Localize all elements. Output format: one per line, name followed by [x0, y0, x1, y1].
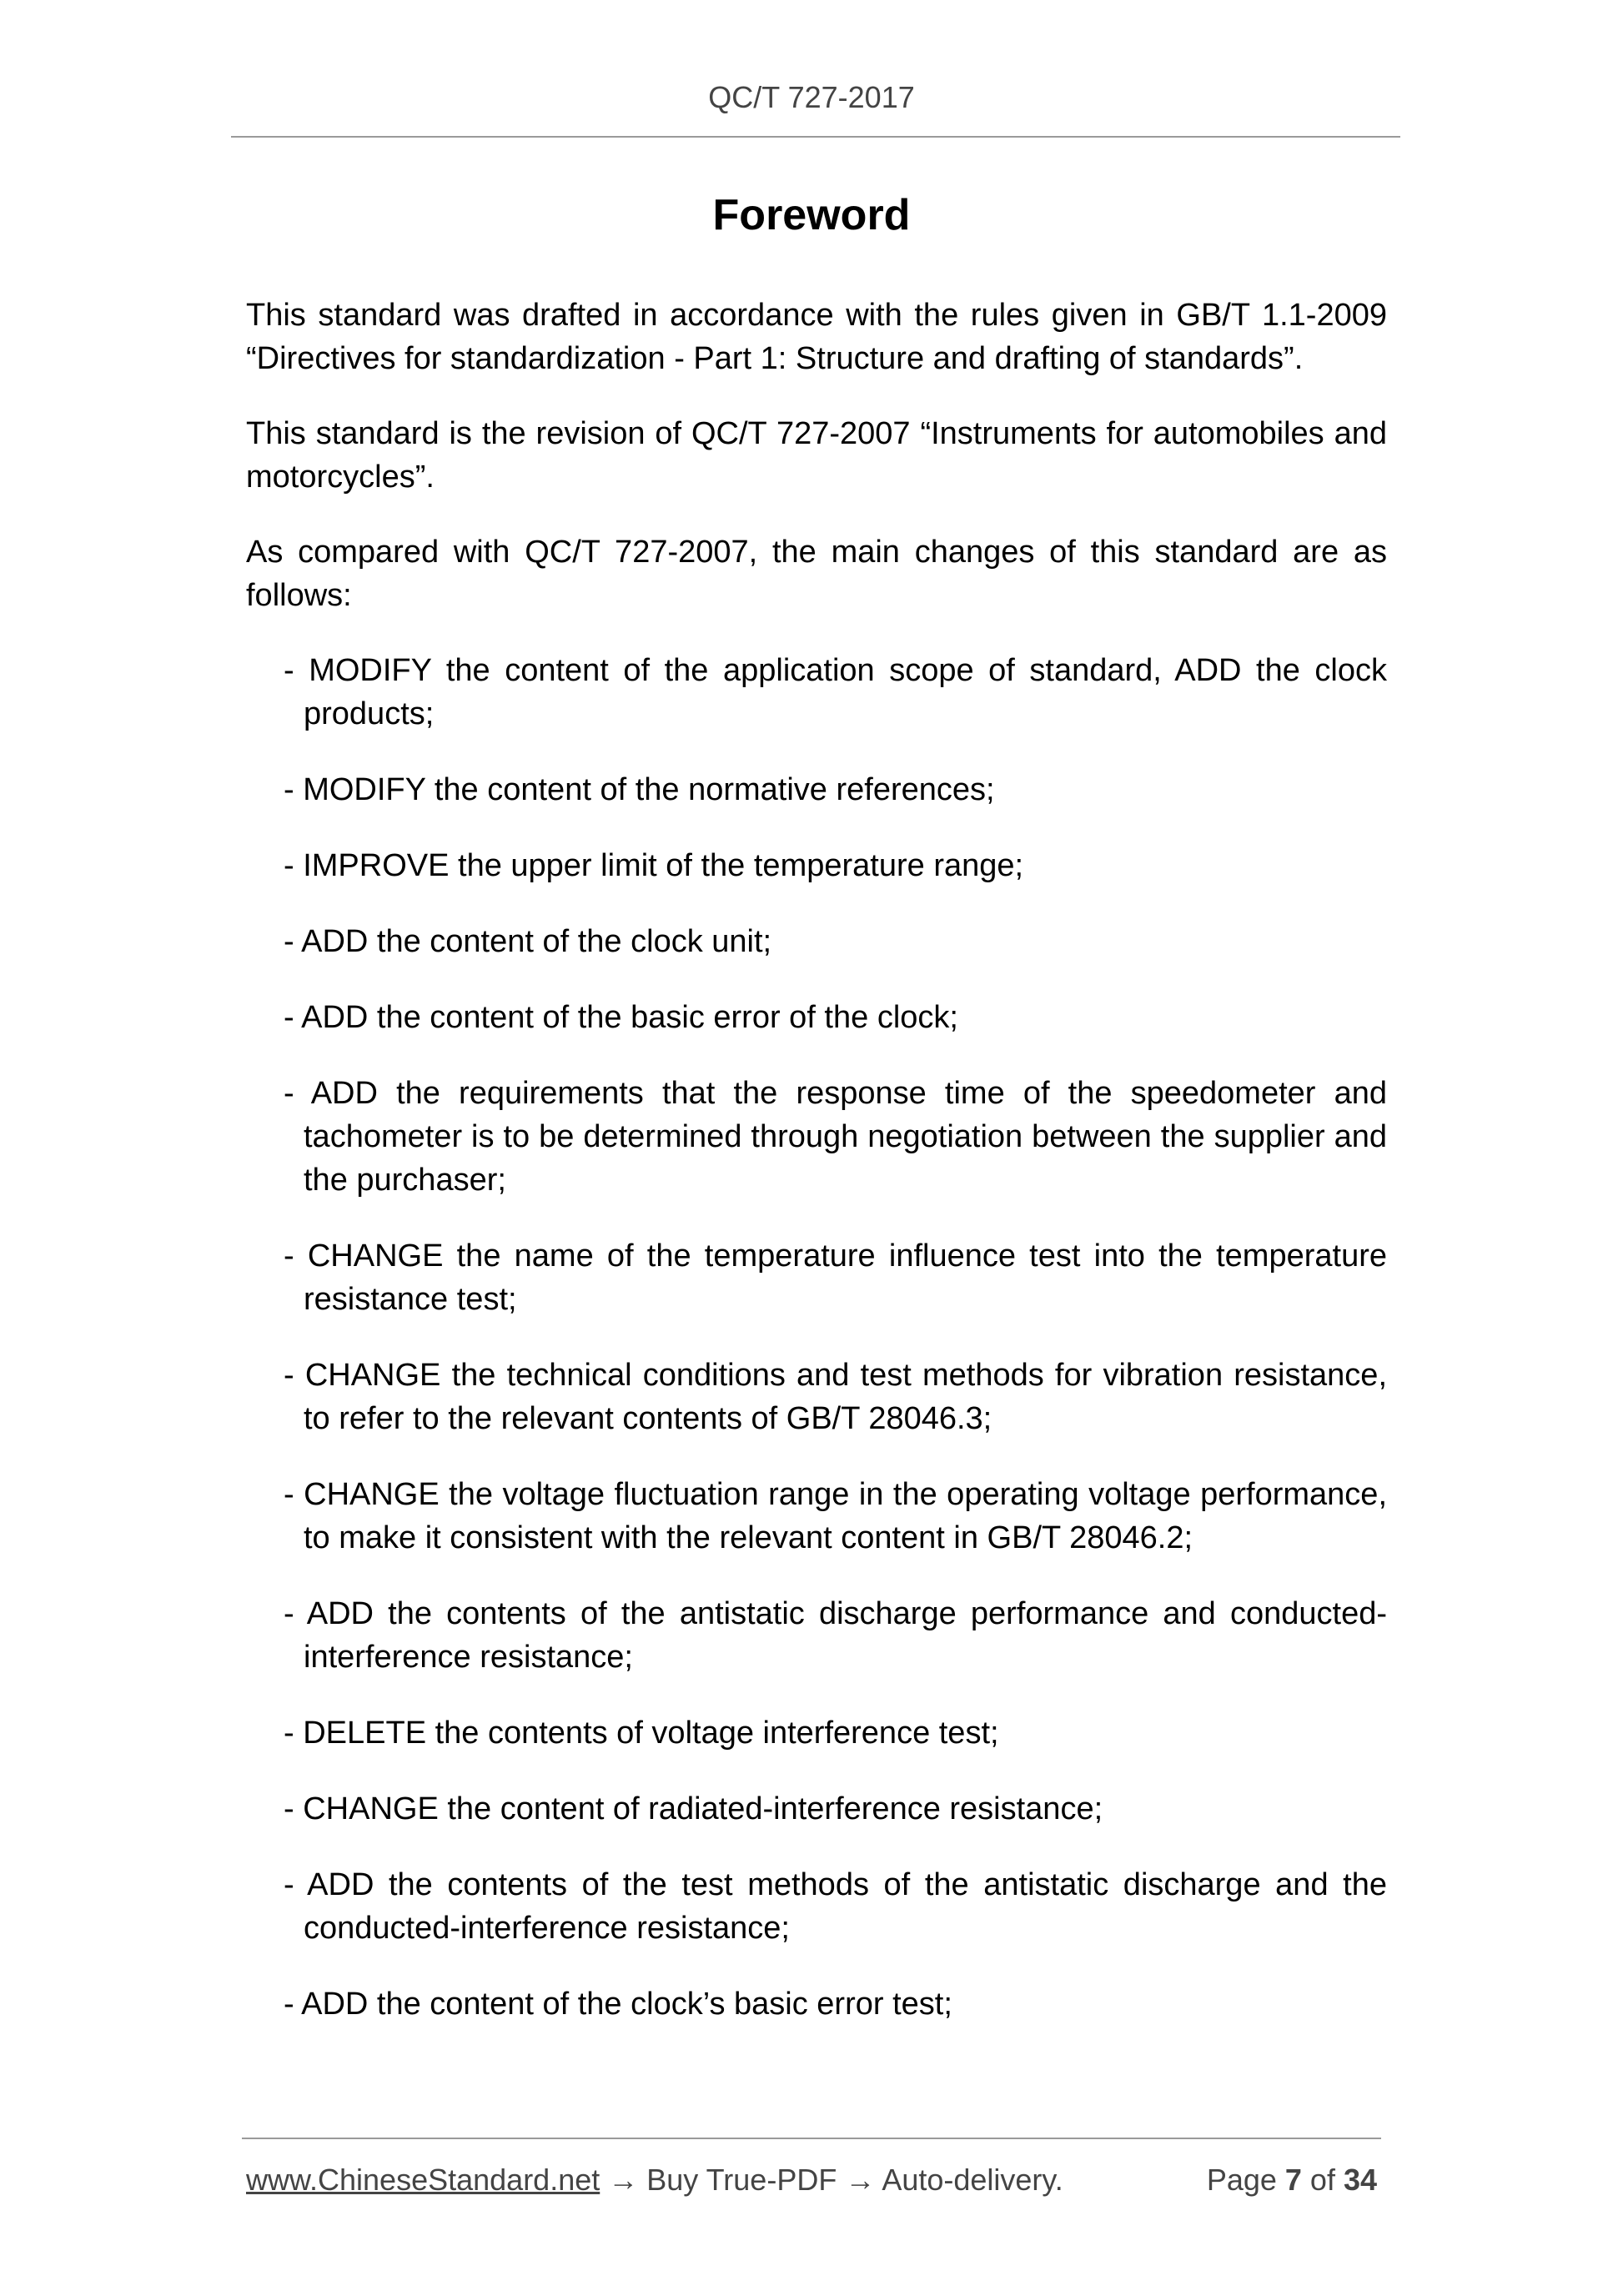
page-title: Foreword	[712, 191, 911, 239]
list-item: - CHANGE the content of radiated-interference resistance;	[284, 1791, 1103, 1826]
document-code: QC/T 727-2017	[708, 80, 915, 114]
list-item: - DELETE the contents of voltage interference test;	[284, 1716, 999, 1751]
list-item: - ADD the content of the basic error of the clock;	[284, 1000, 958, 1035]
footer-promo	[246, 2160, 1063, 2200]
footer-tagline: → Buy True-PDF → Auto-delivery.	[600, 2163, 1063, 2197]
list-item: - IMPROVE the upper limit of the temperature range;	[284, 848, 1024, 883]
paragraph-revision: This standard is the revision of QC/T 727-2007 “Instruments for automobiles and motorcycles”.	[246, 416, 1387, 495]
list-item: - CHANGE the voltage fluctuation range in the operating voltage performance, to make it consistent with the relevant content in GB/T 28046.2;	[284, 1477, 1387, 1555]
total-pages: 34	[1343, 2163, 1377, 2197]
list-item: - ADD the contents of the test methods of the antistatic discharge and the conducted-interference resistance;	[284, 1867, 1387, 1946]
list-item: - MODIFY the content of the application scope of standard, ADD the clock products;	[284, 653, 1387, 731]
paragraph-drafting-rules: This standard was drafted in accordance with the rules given in GB/T 1.1-2009 “Directives for standardization - Part 1: Structure and drafting of standards”.	[246, 298, 1387, 376]
page-counter	[1207, 2160, 1377, 2200]
footer-divider	[242, 2138, 1381, 2139]
of-label: of	[1301, 2163, 1344, 2197]
list-item: - ADD the content of the clock unit;	[284, 924, 772, 959]
list-item: - CHANGE the name of the temperature influence test into the temperature resistance test;	[284, 1238, 1387, 1317]
site-link[interactable]: www.ChineseStandard.net	[246, 2163, 600, 2197]
header-divider	[231, 136, 1400, 138]
changes-list	[246, 649, 1387, 2026]
list-item: - ADD the requirements that the response time of the speedometer and tachometer is to be determined through negotiation between the supplier and the purchaser;	[284, 1076, 1387, 1198]
paragraph-changes-intro: As compared with QC/T 727-2007, the main changes of this standard are as follows:	[246, 535, 1387, 613]
page-footer	[246, 2160, 1377, 2200]
page-header	[0, 79, 1623, 116]
list-item: - CHANGE the technical conditions and test methods for vibration resistance, to refer to the relevant contents of GB/T 28046.3;	[284, 1358, 1387, 1436]
page-label: Page	[1206, 2163, 1285, 2197]
page-number: 7	[1284, 2163, 1302, 2197]
list-item: - ADD the content of the clock’s basic error test;	[284, 1987, 952, 2022]
list-item: - ADD the contents of the antistatic discharge performance and conducted-interference resistance;	[284, 1596, 1387, 1675]
document-body	[246, 294, 1387, 2058]
list-item: - MODIFY the content of the normative references;	[284, 772, 995, 807]
